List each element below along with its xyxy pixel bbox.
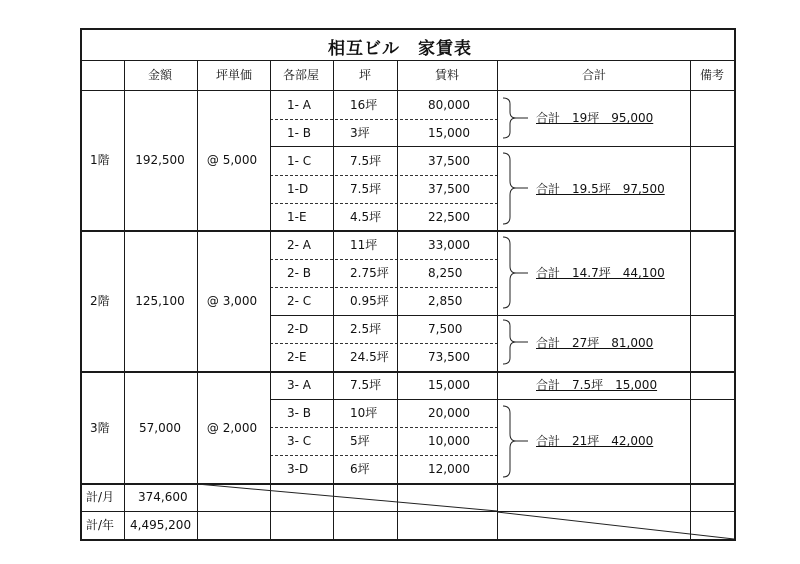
header-tsubo-tanka: 坪単価 (215, 68, 253, 82)
subtotal: 合計 21坪 42,000 (536, 434, 654, 448)
floor-unit-price: @ 5,000 (206, 153, 258, 167)
subtotal: 合計 27坪 81,000 (536, 336, 654, 350)
room-name: 1- A (287, 98, 311, 112)
room-rent: 73,500 (428, 350, 470, 364)
room-name: 2-E (287, 350, 307, 364)
room-tsubo: 10坪 (350, 406, 378, 420)
monthly-total-label: 計/月 (86, 490, 115, 504)
room-rent: 22,500 (428, 210, 470, 224)
header-biko: 備考 (699, 68, 725, 82)
room-tsubo: 4.5坪 (350, 210, 382, 224)
room-name: 3-D (287, 462, 309, 476)
room-tsubo: 7.5坪 (350, 378, 382, 392)
floor-label: 2階 (90, 294, 110, 308)
room-name: 2- A (287, 238, 311, 252)
yearly-total-label: 計/年 (86, 518, 115, 532)
room-tsubo: 3坪 (350, 126, 370, 140)
brace-bracket (503, 320, 516, 364)
room-name: 1-D (287, 182, 309, 196)
room-tsubo: 7.5坪 (350, 182, 382, 196)
room-tsubo: 2.5坪 (350, 322, 382, 336)
strike-diagonal (497, 512, 734, 539)
header-kaku-heya: 各部屋 (282, 68, 320, 82)
room-tsubo: 24.5坪 (350, 350, 389, 364)
room-tsubo: 6坪 (350, 462, 370, 476)
floor-amount: 192,500 (135, 153, 185, 167)
room-name: 3- A (287, 378, 311, 392)
subtotal: 合計 14.7坪 44,100 (536, 266, 665, 280)
floor-amount: 57,000 (139, 421, 181, 435)
subtotal: 合計 19坪 95,000 (536, 111, 654, 125)
room-tsubo: 11坪 (350, 238, 378, 252)
floor-unit-price: @ 2,000 (206, 421, 258, 435)
floor-label: 3階 (90, 421, 110, 435)
floor-unit-price: @ 3,000 (206, 294, 258, 308)
room-tsubo: 2.75坪 (350, 266, 389, 280)
room-rent: 15,000 (428, 378, 470, 392)
yearly-total-value: 4,495,200 (130, 518, 192, 532)
room-rent: 37,500 (428, 154, 470, 168)
brace-bracket (503, 153, 516, 224)
brace-bracket (503, 406, 516, 477)
room-name: 2- B (287, 266, 312, 280)
room-name: 1-E (287, 210, 307, 224)
room-rent: 12,000 (428, 462, 470, 476)
subtotal: 合計 19.5坪 97,500 (536, 182, 665, 196)
room-name: 3- C (287, 434, 312, 448)
monthly-total-value: 374,600 (138, 490, 188, 504)
room-rent: 10,000 (428, 434, 470, 448)
room-tsubo: 5坪 (350, 434, 370, 448)
floor-label: 1階 (90, 153, 110, 167)
header-gokei: 合計 (581, 68, 607, 82)
room-name: 2-D (287, 322, 309, 336)
room-rent: 37,500 (428, 182, 470, 196)
floor-amount: 125,100 (135, 294, 185, 308)
brace-bracket (503, 98, 516, 138)
room-rent: 15,000 (428, 126, 470, 140)
room-name: 1- C (287, 154, 312, 168)
header-kingaku: 金額 (147, 68, 173, 82)
subtotal: 合計 7.5坪 15,000 (536, 378, 658, 392)
header-chinryo: 賃料 (434, 68, 460, 82)
room-rent: 80,000 (428, 98, 470, 112)
room-tsubo: 0.95坪 (350, 294, 389, 308)
room-name: 3- B (287, 406, 312, 420)
brace-bracket (503, 237, 516, 308)
room-rent: 33,000 (428, 238, 470, 252)
strike-diagonal (197, 484, 497, 511)
room-rent: 7,500 (428, 322, 463, 336)
page-title: 相互ビル 家賃表 (328, 39, 472, 59)
header-tsubo: 坪 (358, 68, 372, 82)
room-tsubo: 16坪 (350, 98, 378, 112)
room-tsubo: 7.5坪 (350, 154, 382, 168)
room-name: 1- B (287, 126, 312, 140)
room-name: 2- C (287, 294, 312, 308)
room-rent: 20,000 (428, 406, 470, 420)
room-rent: 8,250 (428, 266, 463, 280)
room-rent: 2,850 (428, 294, 463, 308)
